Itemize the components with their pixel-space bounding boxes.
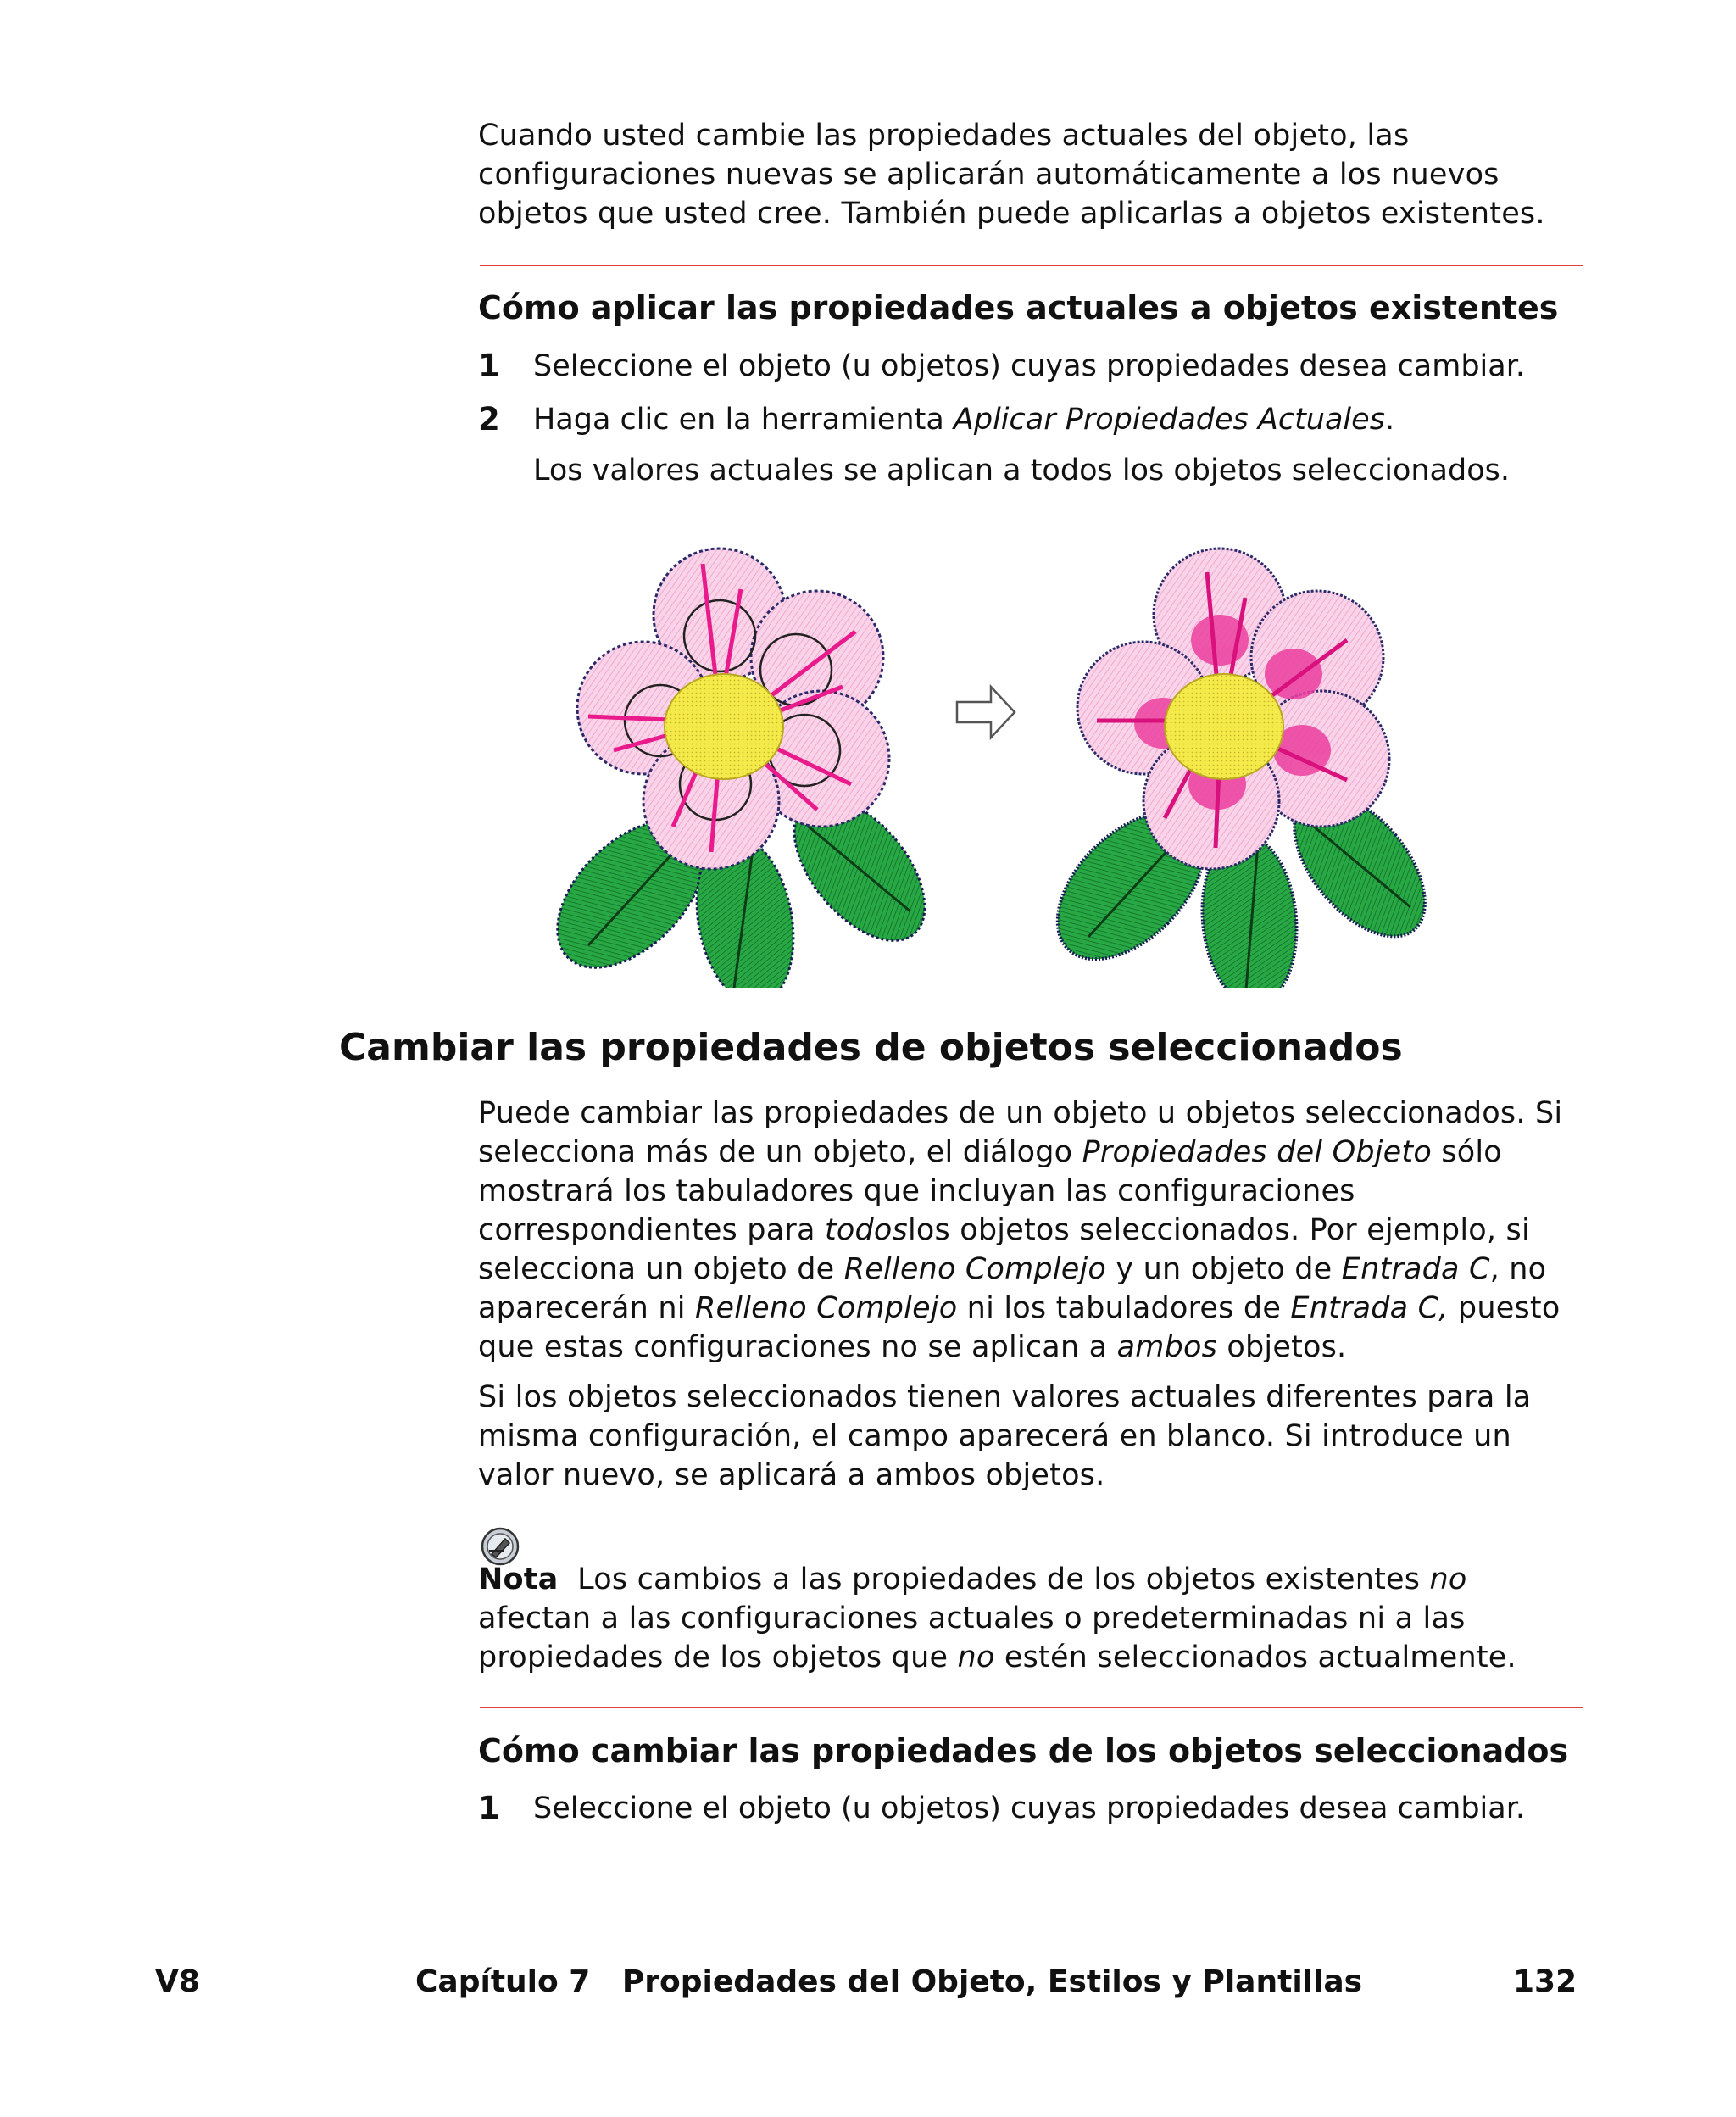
emphasis: ambos	[1116, 1330, 1218, 1364]
object-type: Relleno Complejo	[843, 1252, 1107, 1286]
emphasis: no	[957, 1641, 995, 1674]
text-run: Los cambios a las propiedades de los objetos existentes	[558, 1563, 1430, 1596]
text-run: y un objeto de	[1106, 1252, 1342, 1286]
tool-name: Aplicar Propiedades Actuales	[953, 403, 1385, 437]
text-run: los objetos seleccionados. Por ejemplo, si selecciona un objeto de	[478, 1213, 1530, 1286]
intro-paragraph: Cuando usted cambie las propiedades actuales del objeto, las configuraciones nuevas se aplicarán automáticamente a los nuevos objetos que usted cree. También puede aplicarlas a objetos existentes.	[478, 119, 1545, 231]
flower-embroidery-after	[1031, 549, 1444, 988]
text-run: , no aparecerán ni	[478, 1252, 1547, 1325]
step-number: 1	[478, 1790, 500, 1826]
procedure-title: Cómo cambiar las propiedades de los objetos seleccionados	[478, 1732, 1569, 1769]
section-title: Cambiar las propiedades de objetos seleccionados	[339, 1026, 1403, 1069]
step-text-plain: .	[1384, 403, 1395, 437]
step-number: 2	[478, 401, 500, 437]
footer-chapter: Capítulo 7 Propiedades del Objeto, Estilos y Plantillas	[415, 1964, 1363, 1999]
text-run: estén seleccionados actualmente.	[994, 1641, 1516, 1674]
footer-version: V8	[155, 1964, 200, 1999]
step-number: 1	[478, 348, 500, 384]
step-text	[533, 400, 1584, 439]
section-paragraph	[478, 1094, 1589, 1367]
text-run: puesto que estas configuraciones no se aplican a	[478, 1291, 1561, 1364]
text-run: Puede cambiar las propiedades de un objeto u objetos seleccionados. Si selecciona más de un objeto, el diálogo	[478, 1096, 1563, 1169]
text-run: sólo mostrará los tabuladores que incluyan las configuraciones correspondientes para	[478, 1135, 1502, 1247]
dialog-name: Propiedades del Objeto	[1082, 1135, 1432, 1169]
procedure-title: Cómo aplicar las propiedades actuales a objetos existentes	[478, 289, 1559, 326]
flower-embroidery-before	[531, 549, 949, 988]
right-arrow-icon	[957, 687, 1015, 738]
text-run: afectan a las configuraciones actuales o predeterminadas ni a las propiedades de los objetos que	[478, 1602, 1466, 1674]
object-type: Relleno Complejo	[695, 1291, 958, 1325]
note-label: Nota	[478, 1563, 559, 1596]
procedure-divider	[480, 1707, 1583, 1708]
emphasis: todos	[824, 1213, 908, 1247]
step-text: Seleccione el objeto (u objetos) cuyas propiedades desea cambiar.	[533, 349, 1526, 383]
flower-comparison-figure	[478, 513, 1444, 988]
object-type: Entrada C,	[1290, 1291, 1449, 1325]
object-type: Entrada C	[1341, 1252, 1490, 1286]
section-paragraph: Si los objetos seleccionados tienen valores actuales diferentes para la misma configuración, el campo aparecerá en blanco. Si introduce un valor nuevo, se aplicará a ambos objetos.	[478, 1380, 1532, 1492]
text-run: ni los tabuladores de	[957, 1291, 1291, 1325]
text-run: objetos.	[1217, 1330, 1347, 1364]
step-text: Seleccione el objeto (u objetos) cuyas propiedades desea cambiar.	[533, 1791, 1526, 1825]
step-text-plain: Haga clic en la herramienta	[533, 403, 954, 437]
procedure-divider	[480, 265, 1583, 266]
emphasis: no	[1429, 1563, 1467, 1596]
note-paragraph	[478, 1560, 1589, 1677]
footer-page-number: 132	[1513, 1964, 1577, 1999]
step-result-text: Los valores actuales se aplican a todos los objetos seleccionados.	[533, 454, 1510, 487]
